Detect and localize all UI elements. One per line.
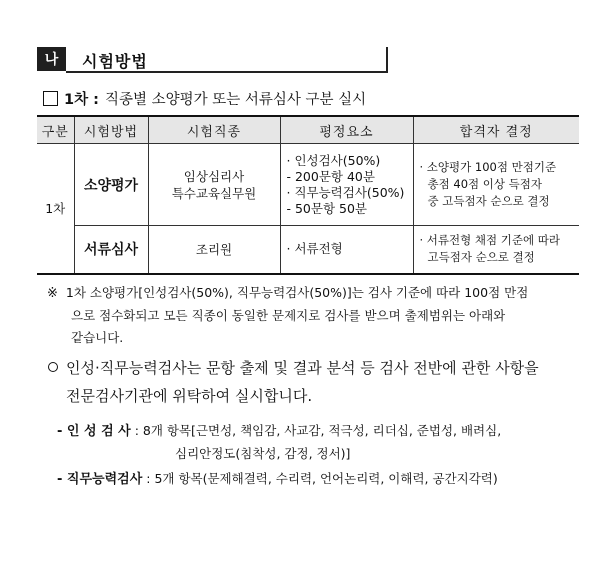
header-decision: 합격자 결정 (413, 116, 579, 144)
element-line: - 200문항 40분 (286, 168, 375, 184)
subheading-text: 직종별 소양평가 또는 서류심사 구분 실시 (104, 92, 367, 108)
jobs-cell (148, 226, 280, 274)
note-line: 같습니다. (71, 330, 124, 345)
personality-test-item (57, 420, 501, 465)
bullet-line: 전문검사기관에 위탁하여 실시합니다. (66, 387, 313, 405)
header-jobs: 시험직종 (148, 116, 280, 144)
job-line: 임상심리사 (183, 168, 245, 184)
element-line: · 서류전형 (286, 241, 343, 257)
subheading-lead: 1차 : (64, 92, 99, 108)
section-badge: 나 (37, 47, 66, 71)
decision-line: · 서류전형 채점 기준에 따라 (419, 233, 560, 248)
decision-line: 고득점자 순으로 결정 (427, 250, 535, 265)
table-row (37, 144, 579, 226)
aptitude-test-item (57, 468, 498, 491)
round-cell: 1차 (37, 144, 74, 274)
section-rule-vertical (386, 47, 388, 71)
bullet-note (48, 354, 539, 410)
item-text: : 8개 항목[근면성, 책임감, 사교감, 적극성, 리더십, 준법성, 배려심, (134, 423, 502, 438)
item-label: - 인 성 검 사 (57, 424, 131, 439)
header-category: 구분 (37, 116, 74, 144)
jobs-cell (148, 144, 280, 226)
method-cell: 소양평가 (74, 144, 148, 226)
table-header-row (37, 116, 579, 144)
elements-cell (280, 226, 413, 274)
checkbox-icon (43, 91, 58, 106)
section-title: 시험방법 (82, 52, 148, 71)
circle-bullet-icon (48, 362, 58, 372)
section-header (37, 47, 388, 71)
reference-mark-icon: ※ (47, 286, 58, 301)
table-row (37, 226, 579, 274)
job-line: 특수교육실무원 (171, 185, 257, 201)
item-text: 심리안정도(침착성, 감정, 정서)] (175, 446, 351, 461)
note-line: 1차 소양평가[인성검사(50%), 직무능력검사(50%)]는 검사 기준에 따라 100점 만점 (65, 285, 529, 300)
method-cell: 서류심사 (74, 226, 148, 274)
header-method: 시험방법 (74, 116, 148, 144)
element-line: · 인성검사(50%) (286, 152, 381, 168)
decision-line: 총점 40점 이상 득점자 (427, 177, 542, 191)
header-elements: 평정요소 (280, 116, 413, 144)
element-line: · 직무능력검사(50%) (286, 184, 405, 200)
note-reference (47, 282, 528, 349)
exam-method-table (37, 115, 579, 275)
bullet-line: 인성·직무능력검사는 문항 출제 및 결과 분석 등 검사 전반에 관한 사항을 (66, 359, 539, 377)
section-rule-horizontal (66, 71, 388, 73)
decision-cell (413, 144, 579, 226)
decision-line: · 소양평가 100점 만점기준 (419, 160, 557, 174)
note-line: 으로 점수화되고 모든 직종이 동일한 문제지로 검사를 받으며 출제범위는 아래와 (71, 308, 506, 323)
decision-cell (413, 226, 579, 274)
decision-line: 중 고득점자 순으로 결정 (427, 194, 550, 208)
job-line: 조리원 (195, 241, 233, 257)
elements-cell (280, 144, 413, 226)
item-label: - 직무능력검사 (57, 472, 143, 487)
item-text: : 5개 항목(문제해결력, 수리력, 언어논리력, 이해력, 공간지각력) (146, 471, 498, 486)
subheading (43, 88, 366, 109)
element-line: - 50문항 50분 (286, 200, 367, 216)
